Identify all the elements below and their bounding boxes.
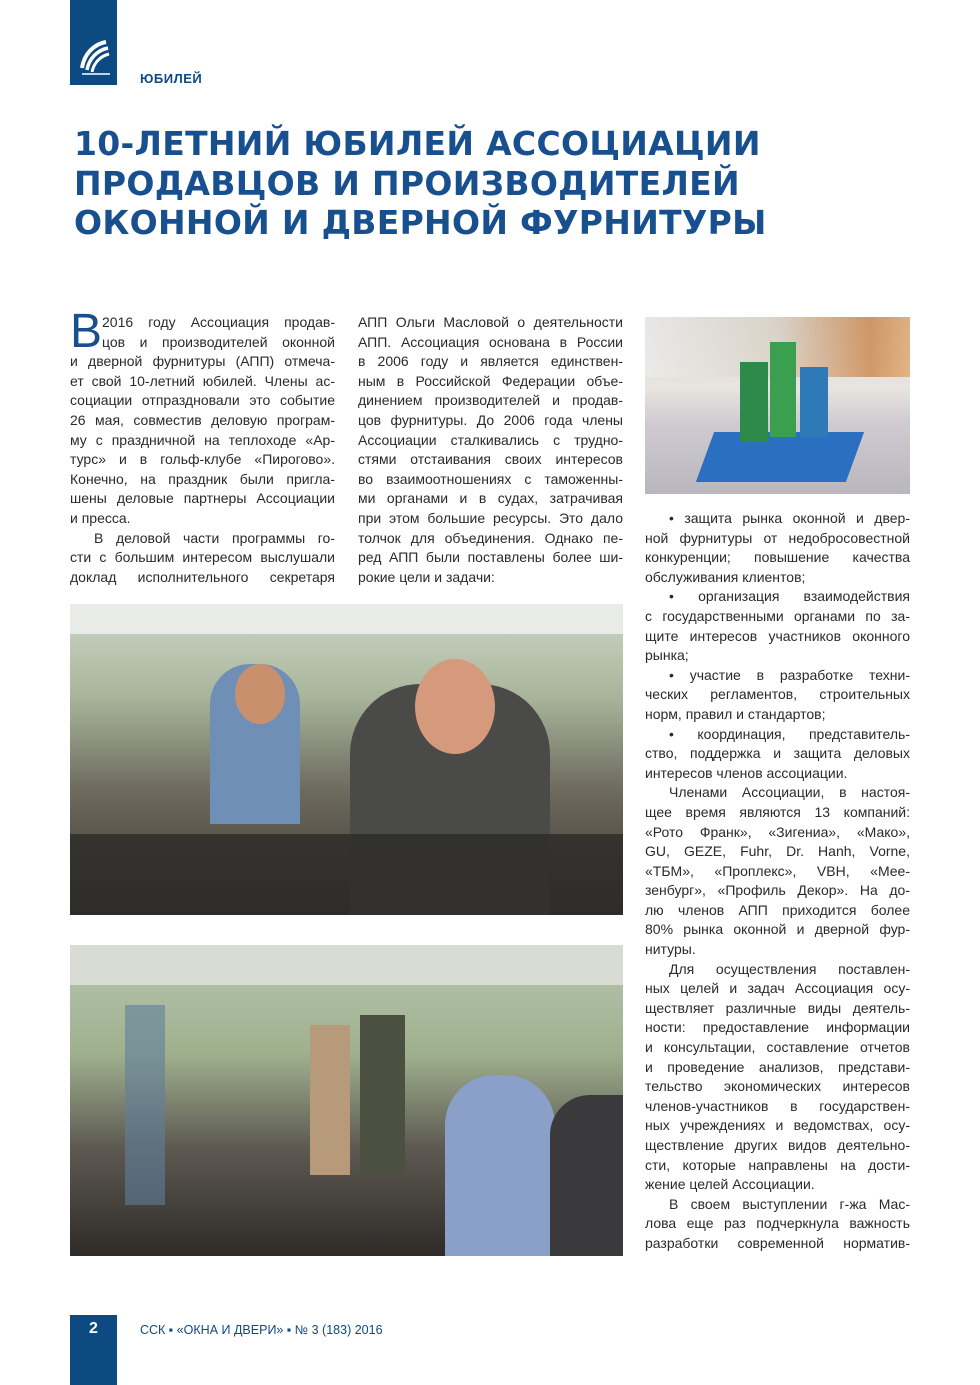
text-line: лова еще раз подчеркнула важность: [645, 1215, 910, 1232]
text-line: • защита рынка оконной и двер-: [669, 510, 910, 526]
text-line: жение целей Ассоциации.: [645, 1176, 815, 1193]
page-number: 2: [89, 1320, 98, 1337]
text-line: Для осуществления поставлен-: [669, 960, 910, 977]
text-line: тельство экономических интересов: [645, 1078, 910, 1095]
text-line: ществляет различные виды деятель-: [645, 999, 910, 1016]
text-line: ных учреждениях и ведомствах, осу-: [645, 1117, 910, 1134]
footer-color-bar: [70, 1315, 117, 1385]
text-line: в 2006 году и является единствен-: [358, 353, 623, 370]
photo-guests-at-table: [70, 604, 623, 915]
text-line: динением производителей и продав-: [358, 392, 623, 409]
text-line: и проведение анализов, представи-: [645, 1058, 910, 1075]
text-line: «ТБМ», «Проплекс», VBH, «Мее-: [645, 862, 910, 879]
title-line: 10-ЛЕТНИЙ ЮБИЛЕЙ АССОЦИАЦИИ: [74, 124, 761, 163]
text-line: ществление других видов деятельно-: [645, 1137, 910, 1153]
text-line: сти, которые направлены на дости-: [645, 1156, 910, 1173]
magazine-logo-icon: [76, 38, 112, 80]
text-line: 2016 году Ассоциация продав-: [102, 314, 335, 330]
text-line: сти с большим интересом выслушали: [70, 549, 335, 566]
text-line: • организация взаимодействия: [669, 588, 910, 605]
section-label: ЮБИЛЕЙ: [140, 71, 203, 86]
photo-band-and-award: [70, 945, 623, 1256]
text-line: Ассоциации сталкивались с трудно-: [358, 431, 623, 448]
text-line: и дверной фурнитуры (АПП) отмеча-: [70, 353, 335, 370]
text-line: социации отпраздновали это событие: [70, 392, 335, 409]
text-line: рокие цели и задачи:: [358, 568, 495, 585]
text-line: В деловой части программы го-: [94, 529, 335, 546]
text-line: интересов членов ассоциации.: [645, 764, 848, 781]
text-line: ми органами и в судах, затрачивая: [358, 490, 623, 507]
text-line: разработки современной норматив-: [645, 1234, 910, 1251]
text-line: норм, правил и стандартов;: [645, 705, 826, 722]
text-line: ным в Российской Федерации объе-: [358, 372, 623, 389]
text-line: стями отстаивания своих интересов: [358, 451, 623, 468]
text-line: ство, поддержка и защита деловых: [645, 745, 910, 762]
text-line: му с праздничной на теплоходе «Ар-: [70, 431, 335, 448]
text-line: рынка;: [645, 647, 689, 664]
text-line: 26 мая, совместив деловую програм-: [70, 411, 335, 428]
text-line: В своем выступлении г-жа Мас-: [669, 1195, 910, 1212]
text-line: шены деловые партнеры Ассоциации: [70, 490, 335, 507]
text-line: щите интересов участников оконного: [645, 627, 910, 644]
text-column-2: [358, 313, 623, 587]
text-line: АПП. Ассоциация основана в России: [358, 333, 623, 350]
title-line: ОКОННОЙ И ДВЕРНОЙ ФУРНИТУРЫ: [74, 203, 767, 242]
text-line: доклад исполнительного секретаря: [70, 568, 335, 585]
text-line: конкуренции; повышение качества: [645, 549, 910, 566]
text-line: нитуры.: [645, 941, 696, 958]
text-line: «Рото Франк», «Зигениа», «Мако»,: [645, 823, 910, 840]
text-line: с государственными органами по за-: [645, 607, 910, 624]
text-line: толчок для объединения. Однако пе-: [358, 529, 623, 546]
text-line: ности: предоставление информации: [645, 1019, 910, 1036]
text-line: ред АПП были поставлены более ши-: [358, 549, 623, 566]
text-line: GU, GEZE, Fuhr, Dr. Hanh, Vorne,: [645, 843, 910, 860]
text-column-1: [70, 313, 335, 587]
text-line: щее время являются 13 компаний:: [645, 803, 910, 820]
text-line: ной фурнитуры от недобросовестной: [645, 529, 910, 546]
text-column-3: [645, 509, 910, 1254]
photo-anniversary-cake: [645, 317, 910, 494]
text-line: 80% рынка оконной и дверной фур-: [645, 921, 910, 938]
text-line: Членами Ассоциации, в настоя-: [669, 784, 910, 801]
text-line: цов фурнитуры. До 2006 года члены: [358, 411, 623, 428]
text-line: ческих регламентов, строительных: [645, 686, 910, 703]
text-line: лю членов АПП приходится более: [645, 901, 910, 918]
text-line: членов-участников в государствен-: [645, 1097, 910, 1114]
title-line: ПРОДАВЦОВ И ПРОИЗВОДИТЕЛЕЙ: [74, 163, 740, 203]
text-line: и консультации, составление отчетов: [645, 1039, 910, 1056]
text-line: и пресса.: [70, 509, 131, 526]
text-line: ных целей и задач Ассоциация осу-: [645, 980, 910, 997]
text-line: • координация, представитель-: [669, 725, 910, 742]
publication-footer: ССК ▪ «ОКНА И ДВЕРИ» ▪ № 3 (183) 2016: [140, 1323, 383, 1337]
drop-cap: В: [70, 305, 103, 358]
text-line: цов и производителей оконной: [102, 333, 335, 350]
text-line: обслуживания клиентов;: [645, 568, 806, 585]
text-line: при этом большие ресурсы. Это дало: [358, 509, 623, 526]
text-line: ет свой 10-летний юбилей. Члены ас-: [70, 372, 335, 389]
article-title: [74, 124, 794, 243]
header-color-bar: [70, 0, 117, 85]
text-line: зенбург», «Профиль Декор». На до-: [645, 882, 910, 899]
text-line: Конечно, на праздник были пригла-: [70, 470, 335, 487]
text-line: во взаимоотношениях с таможенны-: [358, 470, 623, 487]
text-line: • участие в разработке техни-: [669, 666, 910, 683]
text-line: АПП Ольги Масловой о деятельности: [358, 314, 623, 330]
text-line: турс» и в гольф-клубе «Пирогово».: [70, 451, 335, 468]
